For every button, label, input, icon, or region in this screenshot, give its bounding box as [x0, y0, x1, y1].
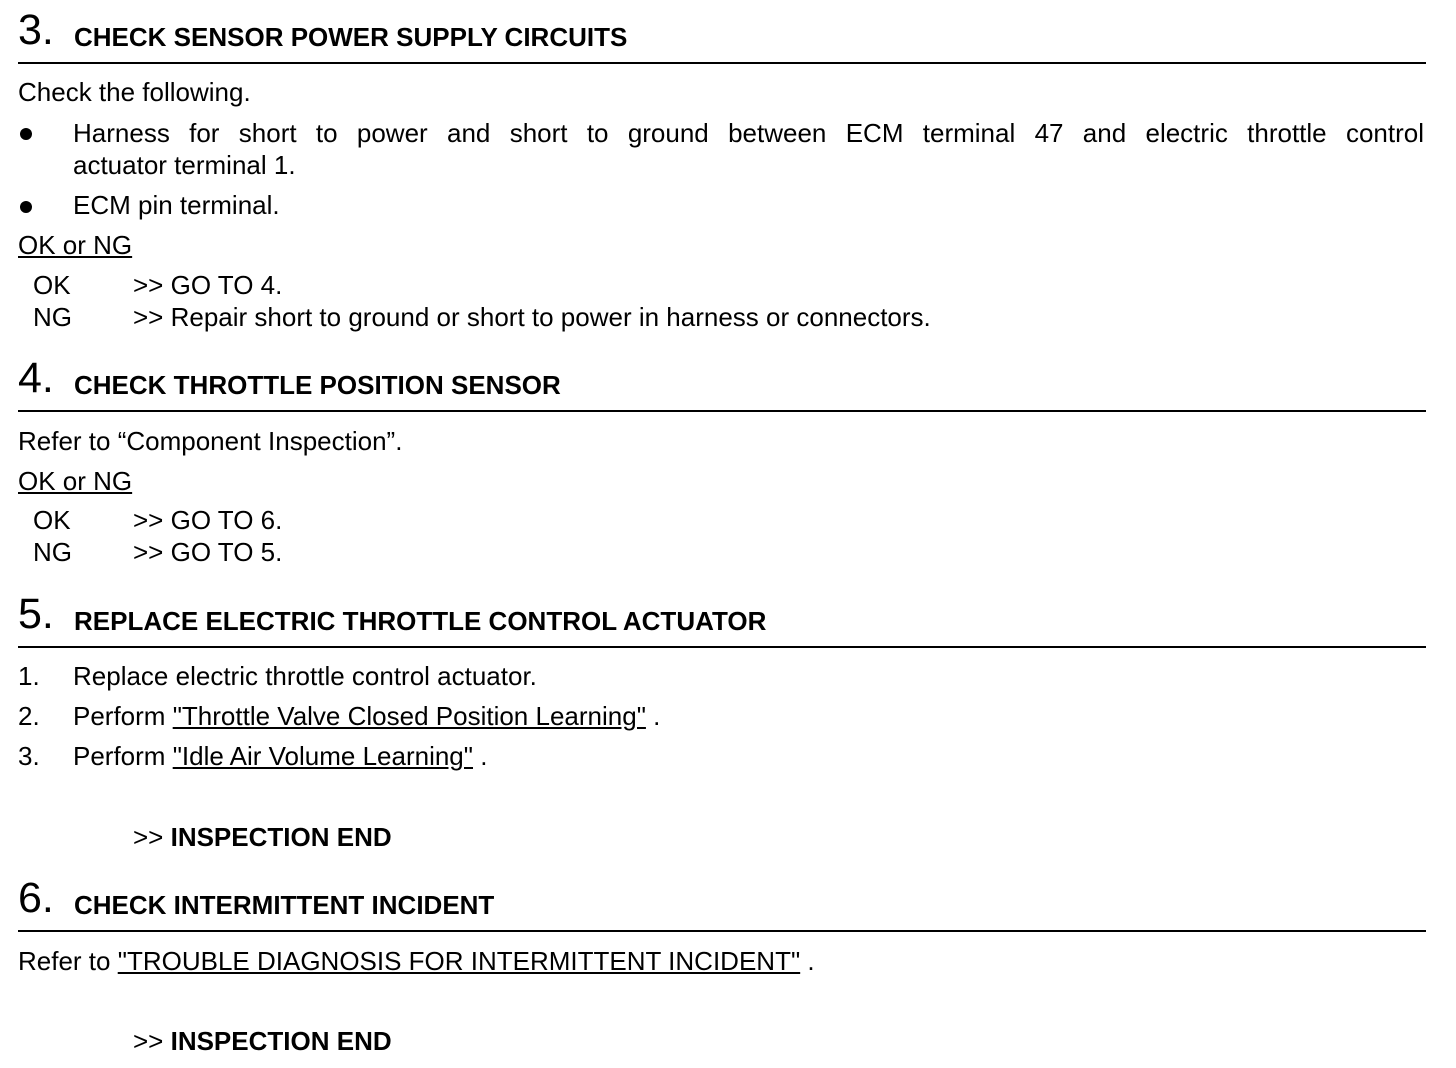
bullet-icon	[20, 128, 32, 140]
result-code: OK	[33, 505, 71, 535]
step-text	[73, 741, 487, 771]
intro-suffix: .	[800, 946, 815, 976]
section-number: 6.	[18, 874, 54, 922]
end-text: INSPECTION END	[170, 822, 392, 852]
section-4-header	[18, 354, 1426, 412]
result-action: >> GO TO 5.	[133, 537, 283, 567]
section-title: CHECK INTERMITTENT INCIDENT	[74, 890, 495, 920]
throttle-valve-learning-link[interactable]: "Throttle Valve Closed Position Learning"	[172, 701, 646, 731]
bullet-text-line1: Harness for short to power and short to ground between ECM terminal 47 and electric throttle control	[73, 118, 1424, 148]
section-number: 5.	[18, 590, 54, 638]
inspection-end	[133, 822, 392, 852]
section-intro: Check the following.	[18, 77, 251, 107]
end-prefix: >>	[133, 1026, 171, 1056]
result-code: NG	[33, 302, 72, 332]
result-action: >> GO TO 4.	[133, 270, 283, 300]
bullet-text-line2: actuator terminal 1.	[73, 150, 296, 180]
end-text: INSPECTION END	[170, 1026, 392, 1056]
intermittent-incident-link[interactable]: "TROUBLE DIAGNOSIS FOR INTERMITTENT INCIDENT"	[117, 946, 801, 976]
bullet-icon	[20, 201, 32, 213]
step-prefix: Perform	[73, 741, 173, 771]
step-suffix: .	[645, 701, 661, 731]
step-number: 2.	[18, 701, 40, 731]
section-intro: Refer to “Component Inspection”.	[18, 426, 403, 456]
section-3-header	[18, 6, 1426, 64]
result-code: NG	[33, 537, 72, 567]
end-prefix: >>	[133, 822, 171, 852]
section-number: 4.	[18, 354, 54, 402]
step-prefix: Perform	[73, 701, 173, 731]
result-heading: OK or NG	[18, 230, 133, 260]
step-text	[73, 701, 660, 731]
step-number: 3.	[18, 741, 40, 771]
section-5-header	[18, 590, 1426, 648]
result-action: >> GO TO 6.	[133, 505, 283, 535]
bullet-text: ECM pin terminal.	[73, 190, 280, 220]
section-intro	[18, 946, 815, 976]
section-number: 3.	[18, 6, 54, 54]
step-text: Replace electric throttle control actuator.	[73, 661, 537, 691]
section-title: CHECK THROTTLE POSITION SENSOR	[74, 370, 561, 400]
step-number: 1.	[18, 661, 40, 691]
idle-air-volume-learning-link[interactable]: "Idle Air Volume Learning"	[172, 741, 473, 771]
result-code: OK	[33, 270, 71, 300]
section-title: CHECK SENSOR POWER SUPPLY CIRCUITS	[74, 22, 628, 52]
section-6-header	[18, 874, 1426, 932]
result-action: >> Repair short to ground or short to power in harness or connectors.	[133, 302, 931, 332]
section-title: REPLACE ELECTRIC THROTTLE CONTROL ACTUATOR	[74, 606, 767, 636]
result-heading: OK or NG	[18, 466, 133, 496]
intro-prefix: Refer to	[18, 946, 118, 976]
step-suffix: .	[473, 741, 488, 771]
inspection-end	[133, 1026, 392, 1056]
